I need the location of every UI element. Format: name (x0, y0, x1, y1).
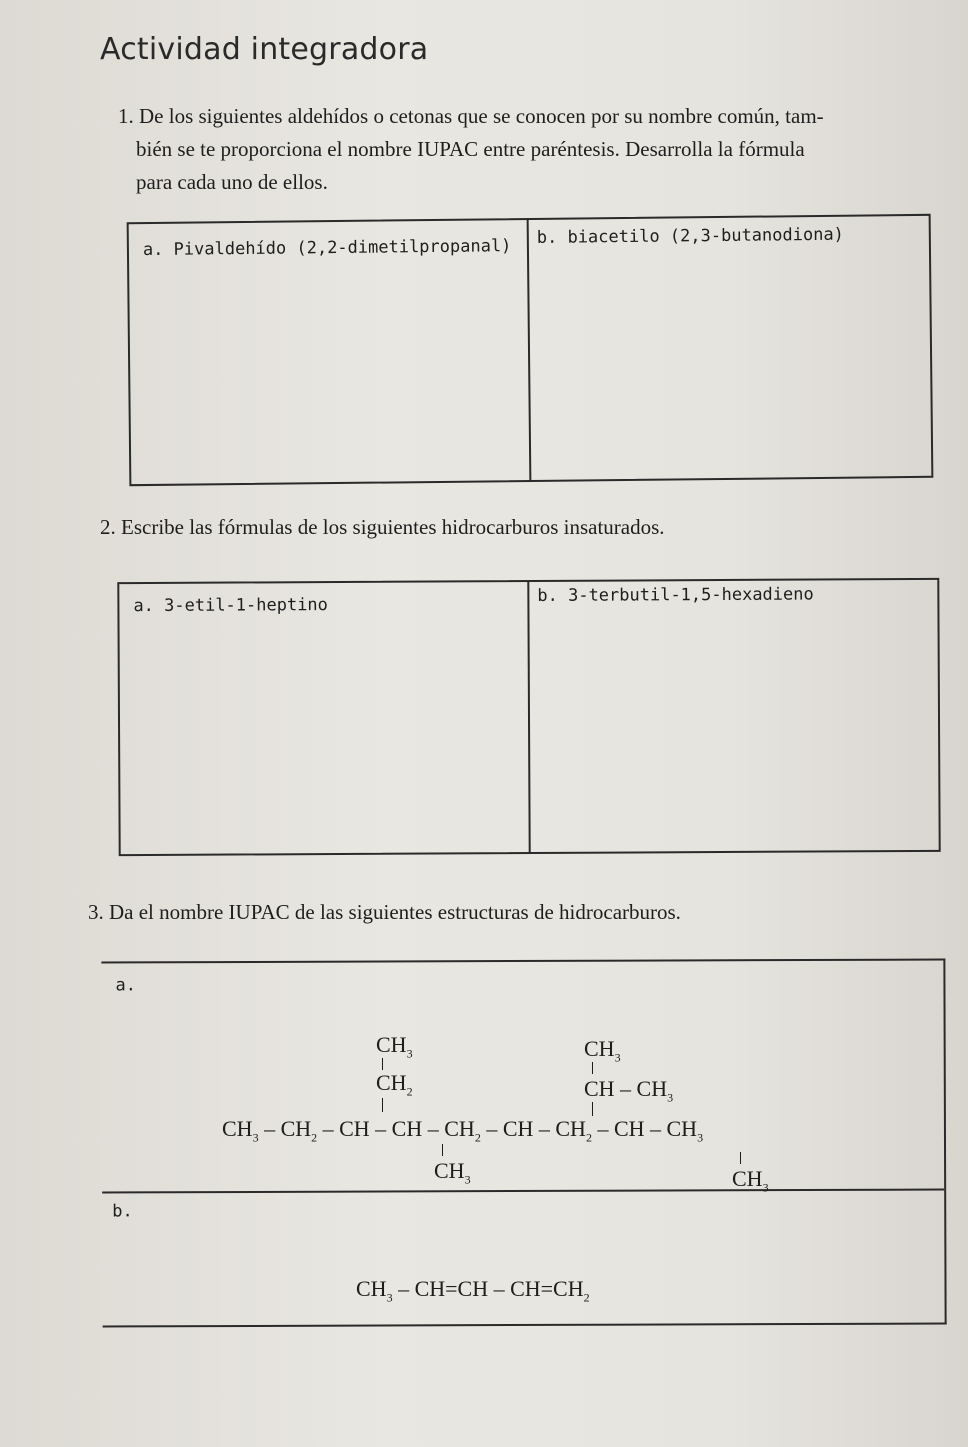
question-1-answer-table (127, 214, 934, 486)
question-2: 2. Escribe las fórmulas de los siguientes hidrocarburos insaturados. (100, 515, 665, 539)
question-1-a-label: a. Pivaldehído (2,2-dimetilpropanal) (142, 236, 512, 261)
question-2-a-label: a. 3-etil-1-heptino (133, 595, 328, 617)
question-2-answer-table (117, 578, 940, 856)
question-3-a-label: a. (115, 975, 136, 996)
question-1-line-3: para cada uno de ellos. (136, 170, 328, 194)
question-3: 3. Da el nombre IUPAC de las siguientes estructuras de hidrocarburos. (88, 900, 681, 924)
question-1-line-2: bién se te proporciona el nombre IUPAC entre paréntesis. Desarrolla la fórmula (136, 137, 805, 161)
question-1-line-1: 1. De los siguientes aldehídos o cetonas que se conocen por su nombre común, tam- (118, 104, 824, 128)
question-1 (118, 100, 928, 199)
question-1-b-label: b. biacetilo (2,3-butanodiona) (536, 224, 844, 248)
question-3-b-label: b. (112, 1201, 133, 1222)
structure-b: $CH_3 - CH=CH - CH=CH_2$ (356, 1276, 590, 1305)
page-title: Actividad integradora (100, 32, 429, 67)
question-2-b-label: b. 3-terbutil-1,5-hexadieno (537, 584, 814, 606)
textbook-page: Actividad integradora 1. De los siguientes aldehídos o cetonas que se conocen por su nombre común, tam- bién se te proporciona el nombre IUPAC entre paréntesis. Desarrolla la fórmula para cada uno de ellos. a. Pivaldehído (2,2-dimetilpropanal) b. biacetilo (2,3-butanodiona) 2. Escribe las fórmulas de los siguientes hidrocarburos insaturados. a. 3-etil-1-heptino b. 3-terbutil-1,5-hexadieno 3. Da el nombre IUPAC de las siguientes estructuras de hidrocarburos. a. b. $CH_3$ $CH_2$ $CH_3$ CH – $CH_3$ $CH_3 - CH_2$ – CH – CH – $CH_2$ – CH – $CH_2$ – CH – $CH_3$ $CH_3$ $CH_3$ $CH_3 - CH=CH - CH=CH_2$ (0, 0, 968, 1447)
